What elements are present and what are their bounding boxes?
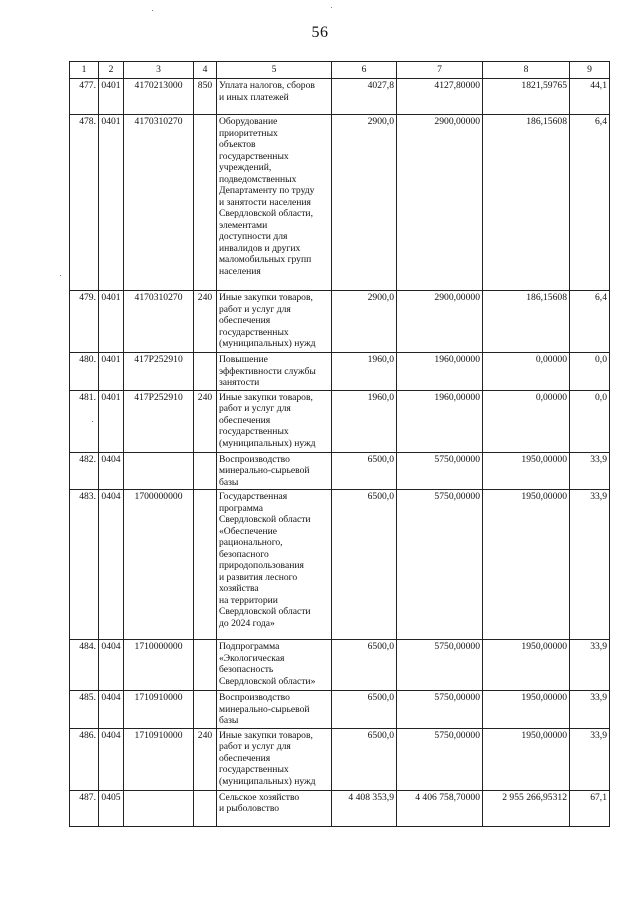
section-code-cell: 0404 xyxy=(99,490,124,640)
expense-type-cell: 850 xyxy=(194,79,217,115)
executed-amount-cell: 0,00000 xyxy=(483,390,570,452)
planned-amount-cell: 6500,0 xyxy=(332,490,397,640)
row-number-cell: 481. xyxy=(70,390,99,452)
description-cell: Государственная программа Свердловской области «Обеспечение рационального, безопасного природопользования и развития лесного хозяйства на территории Свердловской области до 2024 года» xyxy=(217,490,332,640)
execution-percent-cell: 33,9 xyxy=(570,691,610,729)
description-cell: Подпрограмма «Экологическая безопасность Свердловской области» xyxy=(217,640,332,691)
description-cell: Оборудование приоритетных объектов государственных учреждений, подведомственных Департаменту по труду и занятости населения Свердловской области, элементами доступности для инвалидов и других маломобильных групп населения xyxy=(217,115,332,291)
header-cell: 6 xyxy=(332,62,397,79)
row-number-cell: 487. xyxy=(70,790,99,826)
description-cell: Иные закупки товаров, работ и услуг для обеспечения государственных (муниципальных) нужд xyxy=(217,390,332,452)
scan-speck xyxy=(92,421,93,422)
row-number-cell: 486. xyxy=(70,728,99,790)
planned-amount-cell: 2900,0 xyxy=(332,115,397,291)
row-number-cell: 478. xyxy=(70,115,99,291)
scan-speck xyxy=(331,7,332,8)
expense-type-cell xyxy=(194,490,217,640)
scan-speck xyxy=(152,10,153,11)
description-cell: Иные закупки товаров, работ и услуг для обеспечения государственных (муниципальных) нужд xyxy=(217,728,332,790)
section-code-cell: 0401 xyxy=(99,291,124,353)
execution-percent-cell: 6,4 xyxy=(570,115,610,291)
table-row xyxy=(70,353,610,391)
execution-percent-cell: 44,1 xyxy=(570,79,610,115)
expense-type-cell xyxy=(194,452,217,490)
expense-type-cell xyxy=(194,353,217,391)
table-row xyxy=(70,115,610,291)
target-code-cell xyxy=(124,790,194,826)
section-code-cell: 0404 xyxy=(99,640,124,691)
row-number-cell: 477. xyxy=(70,79,99,115)
table-row xyxy=(70,452,610,490)
approved-amount-cell: 2900,00000 xyxy=(397,291,483,353)
planned-amount-cell: 1960,0 xyxy=(332,353,397,391)
executed-amount-cell: 1950,00000 xyxy=(483,452,570,490)
target-code-cell: 4170310270 xyxy=(124,115,194,291)
execution-percent-cell: 0,0 xyxy=(570,390,610,452)
target-code-cell: 1710000000 xyxy=(124,640,194,691)
section-code-cell: 0404 xyxy=(99,728,124,790)
expense-type-cell: 240 xyxy=(194,390,217,452)
scan-speck xyxy=(60,275,61,276)
table-row xyxy=(70,390,610,452)
execution-percent-cell: 0,0 xyxy=(570,353,610,391)
table-row xyxy=(70,728,610,790)
planned-amount-cell: 2900,0 xyxy=(332,291,397,353)
header-cell: 3 xyxy=(124,62,194,79)
approved-amount-cell: 4 406 758,70000 xyxy=(397,790,483,826)
planned-amount-cell: 4027,8 xyxy=(332,79,397,115)
header-cell: 5 xyxy=(217,62,332,79)
header-cell: 1 xyxy=(70,62,99,79)
description-cell: Уплата налогов, сборов и иных платежей xyxy=(217,79,332,115)
approved-amount-cell: 5750,00000 xyxy=(397,728,483,790)
target-code-cell: 1710910000 xyxy=(124,728,194,790)
executed-amount-cell: 2 955 266,95312 xyxy=(483,790,570,826)
table-row xyxy=(70,691,610,729)
target-code-cell xyxy=(124,452,194,490)
approved-amount-cell: 4127,80000 xyxy=(397,79,483,115)
section-code-cell: 0401 xyxy=(99,115,124,291)
expense-type-cell: 240 xyxy=(194,728,217,790)
header-cell: 8 xyxy=(483,62,570,79)
description-cell: Иные закупки товаров, работ и услуг для обеспечения государственных (муниципальных) нужд xyxy=(217,291,332,353)
row-number-cell: 484. xyxy=(70,640,99,691)
row-number-cell: 480. xyxy=(70,353,99,391)
row-number-cell: 483. xyxy=(70,490,99,640)
table-header-row xyxy=(70,62,610,79)
approved-amount-cell: 5750,00000 xyxy=(397,490,483,640)
row-number-cell: 485. xyxy=(70,691,99,729)
planned-amount-cell: 1960,0 xyxy=(332,390,397,452)
executed-amount-cell: 1821,59765 xyxy=(483,79,570,115)
execution-percent-cell: 33,9 xyxy=(570,640,610,691)
section-code-cell: 0405 xyxy=(99,790,124,826)
expense-type-cell xyxy=(194,115,217,291)
table-row xyxy=(70,790,610,826)
executed-amount-cell: 186,15608 xyxy=(483,291,570,353)
planned-amount-cell: 6500,0 xyxy=(332,691,397,729)
row-number-cell: 479. xyxy=(70,291,99,353)
target-code-cell: 1700000000 xyxy=(124,490,194,640)
section-code-cell: 0401 xyxy=(99,353,124,391)
approved-amount-cell: 5750,00000 xyxy=(397,640,483,691)
description-cell: Повышение эффективности службы занятости xyxy=(217,353,332,391)
expense-type-cell xyxy=(194,691,217,729)
planned-amount-cell: 6500,0 xyxy=(332,640,397,691)
approved-amount-cell: 2900,00000 xyxy=(397,115,483,291)
target-code-cell: 4170310270 xyxy=(124,291,194,353)
planned-amount-cell: 6500,0 xyxy=(332,452,397,490)
header-cell: 9 xyxy=(570,62,610,79)
executed-amount-cell: 1950,00000 xyxy=(483,691,570,729)
executed-amount-cell: 1950,00000 xyxy=(483,640,570,691)
executed-amount-cell: 1950,00000 xyxy=(483,490,570,640)
planned-amount-cell: 6500,0 xyxy=(332,728,397,790)
header-cell: 2 xyxy=(99,62,124,79)
row-number-cell: 482. xyxy=(70,452,99,490)
execution-percent-cell: 33,9 xyxy=(570,490,610,640)
description-cell: Сельское хозяйство и рыболовство xyxy=(217,790,332,826)
page-number: 56 xyxy=(311,24,329,41)
executed-amount-cell: 186,15608 xyxy=(483,115,570,291)
header-cell: 4 xyxy=(194,62,217,79)
description-cell: Воспроизводство минерально-сырьевой базы xyxy=(217,452,332,490)
planned-amount-cell: 4 408 353,9 xyxy=(332,790,397,826)
target-code-cell: 4170213000 xyxy=(124,79,194,115)
table-row xyxy=(70,291,610,353)
section-code-cell: 0404 xyxy=(99,691,124,729)
execution-percent-cell: 33,9 xyxy=(570,728,610,790)
approved-amount-cell: 5750,00000 xyxy=(397,691,483,729)
table-row xyxy=(70,490,610,640)
section-code-cell: 0401 xyxy=(99,390,124,452)
expense-type-cell: 240 xyxy=(194,291,217,353)
table-row xyxy=(70,640,610,691)
budget-table xyxy=(69,61,610,827)
description-cell: Воспроизводство минерально-сырьевой базы xyxy=(217,691,332,729)
target-code-cell: 417P252910 xyxy=(124,390,194,452)
approved-amount-cell: 1960,00000 xyxy=(397,390,483,452)
header-cell: 7 xyxy=(397,62,483,79)
target-code-cell: 417P252910 xyxy=(124,353,194,391)
expense-type-cell xyxy=(194,640,217,691)
execution-percent-cell: 6,4 xyxy=(570,291,610,353)
execution-percent-cell: 67,1 xyxy=(570,790,610,826)
execution-percent-cell: 33,9 xyxy=(570,452,610,490)
executed-amount-cell: 0,00000 xyxy=(483,353,570,391)
executed-amount-cell: 1950,00000 xyxy=(483,728,570,790)
approved-amount-cell: 1960,00000 xyxy=(397,353,483,391)
expense-type-cell xyxy=(194,790,217,826)
table-row xyxy=(70,79,610,115)
target-code-cell: 1710910000 xyxy=(124,691,194,729)
approved-amount-cell: 5750,00000 xyxy=(397,452,483,490)
section-code-cell: 0404 xyxy=(99,452,124,490)
section-code-cell: 0401 xyxy=(99,79,124,115)
